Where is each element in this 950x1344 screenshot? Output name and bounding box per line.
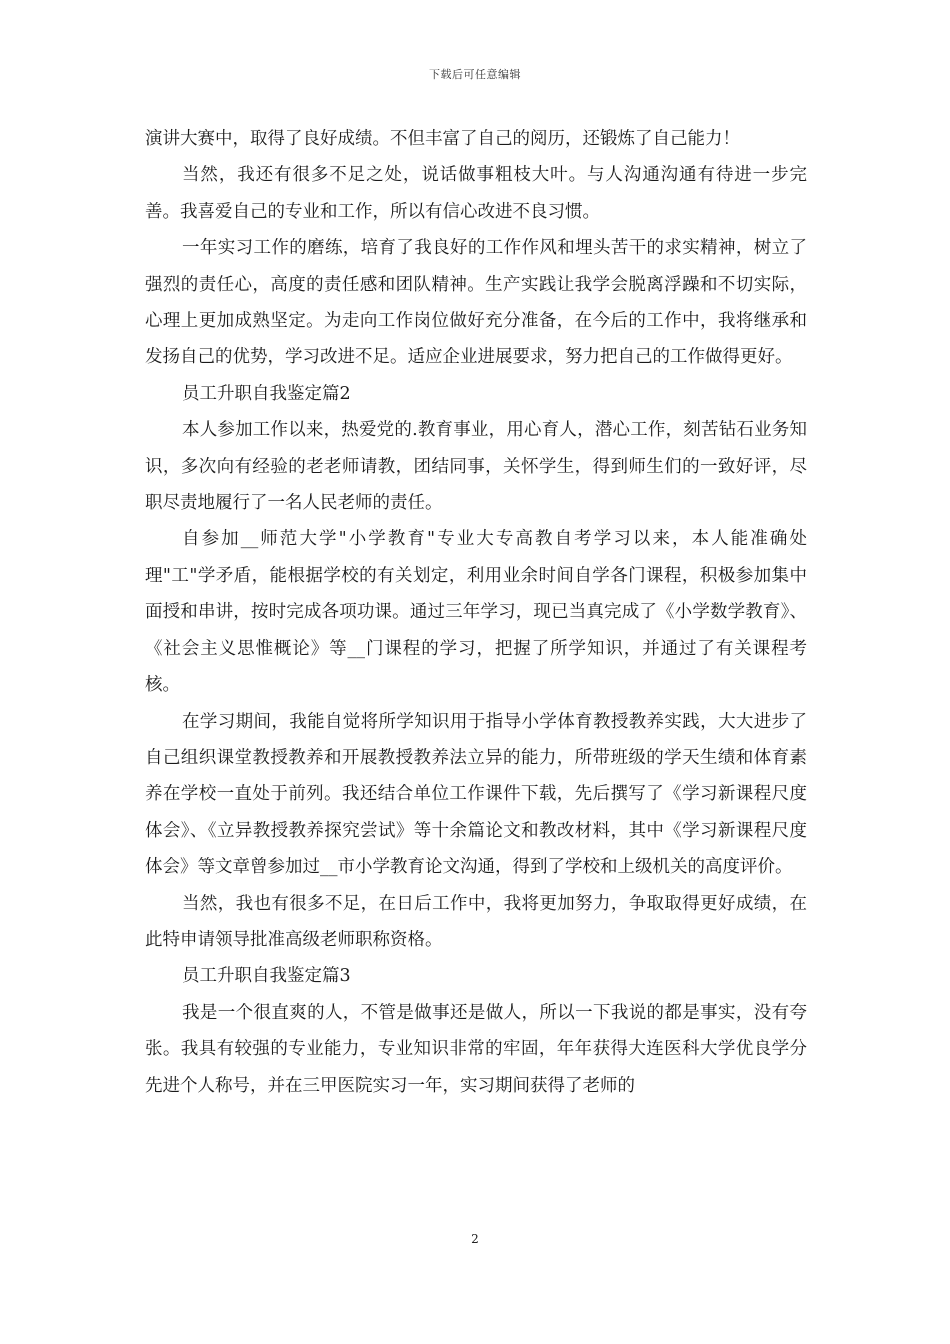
paragraph: 演讲大赛中，取得了良好成绩。不但丰富了自己的阅历，还锻炼了自己能力！ (145, 129, 740, 149)
paragraph: 一年实习工作的磨练，培育了我良好的工作作风和埋头苦干的求实精神，树立了强烈的责任心，高度的责任感和团队精神。生产实践让我学会脱离浮躁和不切实际，心理上更加成熟坚定。为走向工作岗位做好充分准备，在今后的工作中，我将继承和发扬自己的优势，学习改进不足。适应企业进展要求，努力把自己的工作做得更好。 (145, 238, 807, 368)
page-number: 2 (471, 1232, 479, 1246)
paragraph: 在学习期间，我能自觉将所学知识用于指导小学体育教授教养实践，大大进步了自己组织课堂教授教养和开展教授教养法立异的能力，所带班级的学天生绩和体育素养在学校一直处于前列。我还结合单位工作课件下载，先后撰写了《学习新课程尺度体会》、《立异教授教养探究尝试》等十余篇论文和教改材料，其中《学习新课程尺度体会》等文章曾参加过__市小学教育论文沟通，得到了学校和上级机关的高度评价。 (145, 711, 807, 878)
paragraph: 自参加__师范大学"小学教育"专业大专高教自考学习以来，本人能准确处理"工"学矛盾，能根据学校的有关划定，利用业余时间自学各门课程，积极参加集中面授和串讲，按时完成各项功课。通过三年学习，现已当真完成了《小学数学教育》、《社会主义思惟概论》等__门课程的学习，把握了所学知识，并通过了有关课程考核。 (145, 529, 807, 696)
paragraph: 本人参加工作以来，热爱党的.教育事业，用心育人，潜心工作，刻苦钻石业务知识，多次向有经验的老老师请教，团结同事，关怀学生，得到师生们的一致好评，尽职尽责地履行了一名人民老师的责任。 (145, 420, 807, 514)
paragraph: 我是一个很直爽的人，不管是做事还是做人，所以一下我说的都是事实，没有夸张。我具有较强的专业能力，专业知识非常的牢固，年年获得大连医科大学优良学分先进个人称号，并在三甲医院实习一年，实习期间获得了老师的 (145, 1002, 807, 1096)
section-heading: 员工升职自我鉴定篇3 (182, 966, 351, 987)
paragraph: 当然，我还有很多不足之处，说话做事粗枝大叶。与人沟通沟通有待进一步完善。我喜爱自己的专业和工作，所以有信心改进不良习惯。 (145, 165, 807, 222)
paragraph: 当然，我也有很多不足，在日后工作中，我将更加努力，争取取得更好成绩，在此特申请领导批准高级老师职称资格。 (145, 893, 807, 950)
document-body (145, 121, 807, 1104)
section-heading: 员工升职自我鉴定篇2 (182, 383, 351, 404)
page-header: 下载后可任意编辑 (429, 68, 521, 81)
